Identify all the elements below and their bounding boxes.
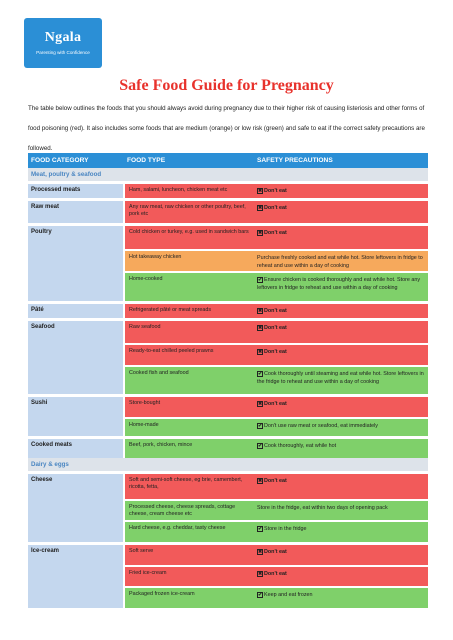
row-details <box>125 304 428 318</box>
table-row <box>125 545 428 565</box>
food-category-cell: Ice-cream <box>28 545 123 608</box>
table-row <box>125 321 428 343</box>
food-type-cell: Beef, pork, chicken, mince <box>125 439 253 458</box>
food-type-cell: Home-cooked <box>125 273 253 301</box>
row-details <box>125 397 428 436</box>
precaution-text: Ensure chicken is cooked thoroughly and eat while hot. Store any leftovers in fridge to reheat and use within a day of cooking <box>257 277 421 291</box>
food-type-cell: Packaged frozen ice-cream <box>125 588 253 608</box>
table-row <box>125 439 428 458</box>
x-box-icon: ✖ <box>258 348 263 355</box>
table-row-group <box>28 545 428 608</box>
x-box-icon: ✖ <box>258 324 263 331</box>
safety-precaution-cell <box>253 474 428 499</box>
food-type-cell: Processed cheese, cheese spreads, cottage cheese, cream cheese etc <box>125 501 253 520</box>
food-category-cell: Cheese <box>28 474 123 542</box>
table-row <box>125 567 428 586</box>
table-row <box>125 474 428 499</box>
header-food-category: FOOD CATEGORY <box>31 157 89 164</box>
food-type-cell: Hard cheese, e.g. cheddar, tasty cheese <box>125 522 253 542</box>
precaution-text: Don't eat <box>264 349 287 355</box>
precaution-text: Don't eat <box>264 188 287 194</box>
header-safety-precautions: SAFETY PRECAUTIONS <box>257 157 333 164</box>
logo-name: Ngala <box>44 30 82 45</box>
check-box-icon: ✔ <box>258 525 263 532</box>
food-type-cell: Store-bought <box>125 397 253 417</box>
safety-precaution-cell <box>253 184 428 198</box>
x-box-icon: ✖ <box>258 477 263 484</box>
row-details <box>125 545 428 608</box>
food-type-cell: Refrigerated pâté or meat spreads <box>125 304 253 318</box>
precaution-text: Purchase freshly cooked and eat while hot. Store leftovers in fridge to reheat and use within a day of cooking <box>257 255 423 269</box>
precaution-text: Store in the fridge <box>264 526 307 532</box>
precaution-text: Cook thoroughly until steaming and eat while hot. Store leftovers in the fridge to reheat and use within a day of cooking <box>257 371 424 385</box>
x-box-icon: ✖ <box>258 307 263 314</box>
x-box-icon: ✖ <box>258 229 263 236</box>
table-row-group <box>28 397 428 436</box>
check-box-icon: ✔ <box>258 591 263 598</box>
table-row <box>125 588 428 608</box>
safety-precaution-cell <box>253 588 428 608</box>
table-row <box>125 522 428 542</box>
table-row-group <box>28 321 428 394</box>
safety-precaution-cell <box>253 367 428 394</box>
safety-precaution-cell <box>253 545 428 565</box>
precaution-text: Don't eat <box>264 401 287 407</box>
row-details <box>125 184 428 198</box>
precaution-text: Don't use raw meat or seafood, eat immediately <box>264 423 378 429</box>
food-type-cell: Ham, salami, luncheon, chicken meat etc <box>125 184 253 198</box>
table-row <box>125 201 428 223</box>
food-type-cell: Hot takeaway chicken <box>125 251 253 271</box>
safety-precaution-cell <box>253 397 428 417</box>
safety-precaution-cell <box>253 567 428 586</box>
row-details <box>125 201 428 223</box>
safety-precaution-cell <box>253 501 428 520</box>
table-row <box>125 367 428 394</box>
table-row <box>125 419 428 436</box>
safety-precaution-cell <box>253 345 428 365</box>
check-box-icon: ✔ <box>258 370 263 377</box>
food-type-cell: Cold chicken or turkey, e.g. used in sandwich bars <box>125 226 253 249</box>
food-category-cell: Seafood <box>28 321 123 394</box>
safety-precaution-cell <box>253 201 428 223</box>
row-details <box>125 321 428 394</box>
check-box-icon: ✔ <box>258 276 263 283</box>
precaution-text: Don't eat <box>264 325 287 331</box>
table-row <box>125 345 428 365</box>
table-row <box>125 501 428 520</box>
food-category-cell: Pâté <box>28 304 123 318</box>
table-row <box>125 397 428 417</box>
table-row <box>125 184 428 198</box>
table-row-group <box>28 184 428 198</box>
precaution-text: Cook thoroughly, eat while hot <box>264 443 337 449</box>
precaution-text: Don't eat <box>264 571 287 577</box>
food-category-cell: Raw meat <box>28 201 123 223</box>
table-row-group <box>28 304 428 318</box>
section-header: Dairy & eggs <box>28 458 428 471</box>
check-box-icon: ✔ <box>258 442 263 449</box>
food-category-cell: Poultry <box>28 226 123 301</box>
safety-precaution-cell <box>253 419 428 436</box>
x-box-icon: ✖ <box>258 570 263 577</box>
table-row-group <box>28 474 428 542</box>
x-box-icon: ✖ <box>258 400 263 407</box>
food-category-cell: Cooked meats <box>28 439 123 458</box>
food-type-cell: Any raw meat, raw chicken or other poultry, beef, pork etc <box>125 201 253 223</box>
food-type-cell: Soft serve <box>125 545 253 565</box>
safety-precaution-cell <box>253 251 428 271</box>
x-box-icon: ✖ <box>258 187 263 194</box>
x-box-icon: ✖ <box>258 204 263 211</box>
ngala-logo <box>24 18 102 68</box>
page-title: Safe Food Guide for Pregnancy <box>119 77 334 94</box>
food-type-cell: Raw seafood <box>125 321 253 343</box>
safety-precaution-cell <box>253 321 428 343</box>
row-details <box>125 226 428 301</box>
food-type-cell: Fried ice-cream <box>125 567 253 586</box>
intro-paragraph: The table below outlines the foods that you should always avoid during pregnancy due to their higher risk of causing listeriosis and other forms of food poisoning (red). It also includes some foods that are medium (orange) or low risk (green) and safe to eat if the correct safety precautions are followed. <box>28 105 425 152</box>
safety-precaution-cell <box>253 304 428 318</box>
logo-tagline: Parenting with Confidence <box>36 50 90 55</box>
table-row <box>125 273 428 301</box>
header-food-type: FOOD TYPE <box>127 157 166 164</box>
table-row <box>125 251 428 271</box>
table-row-group <box>28 201 428 223</box>
food-category-cell: Sushi <box>28 397 123 436</box>
safety-precaution-cell <box>253 522 428 542</box>
precaution-text: Don't eat <box>264 308 287 314</box>
food-type-cell: Ready-to-eat chilled peeled prawns <box>125 345 253 365</box>
precaution-text: Store in the fridge, eat within two days of opening pack <box>257 505 388 511</box>
row-details <box>125 439 428 458</box>
x-box-icon: ✖ <box>258 548 263 555</box>
table-row <box>125 226 428 249</box>
precaution-text: Don't eat <box>264 205 287 211</box>
food-type-cell: Cooked fish and seafood <box>125 367 253 394</box>
table-body <box>28 168 428 608</box>
safety-precaution-cell <box>253 226 428 249</box>
safety-precaution-cell <box>253 439 428 458</box>
table-row-group <box>28 439 428 458</box>
precaution-text: Don't eat <box>264 230 287 236</box>
food-category-cell: Processed meats <box>28 184 123 198</box>
section-header: Meat, poultry & seafood <box>28 168 428 181</box>
row-details <box>125 474 428 542</box>
precaution-text: Don't eat <box>264 549 287 555</box>
safety-precaution-cell <box>253 273 428 301</box>
food-safety-table <box>28 153 428 608</box>
food-type-cell: Soft and semi-soft cheese, eg brie, camembert, ricotta, fetta, <box>125 474 253 499</box>
precaution-text: Don't eat <box>264 478 287 484</box>
precaution-text: Keep and eat frozen <box>264 592 313 598</box>
check-box-icon: ✔ <box>258 422 263 429</box>
food-type-cell: Home-made <box>125 419 253 436</box>
table-header <box>28 153 428 168</box>
table-row <box>125 304 428 318</box>
table-row-group <box>28 226 428 301</box>
